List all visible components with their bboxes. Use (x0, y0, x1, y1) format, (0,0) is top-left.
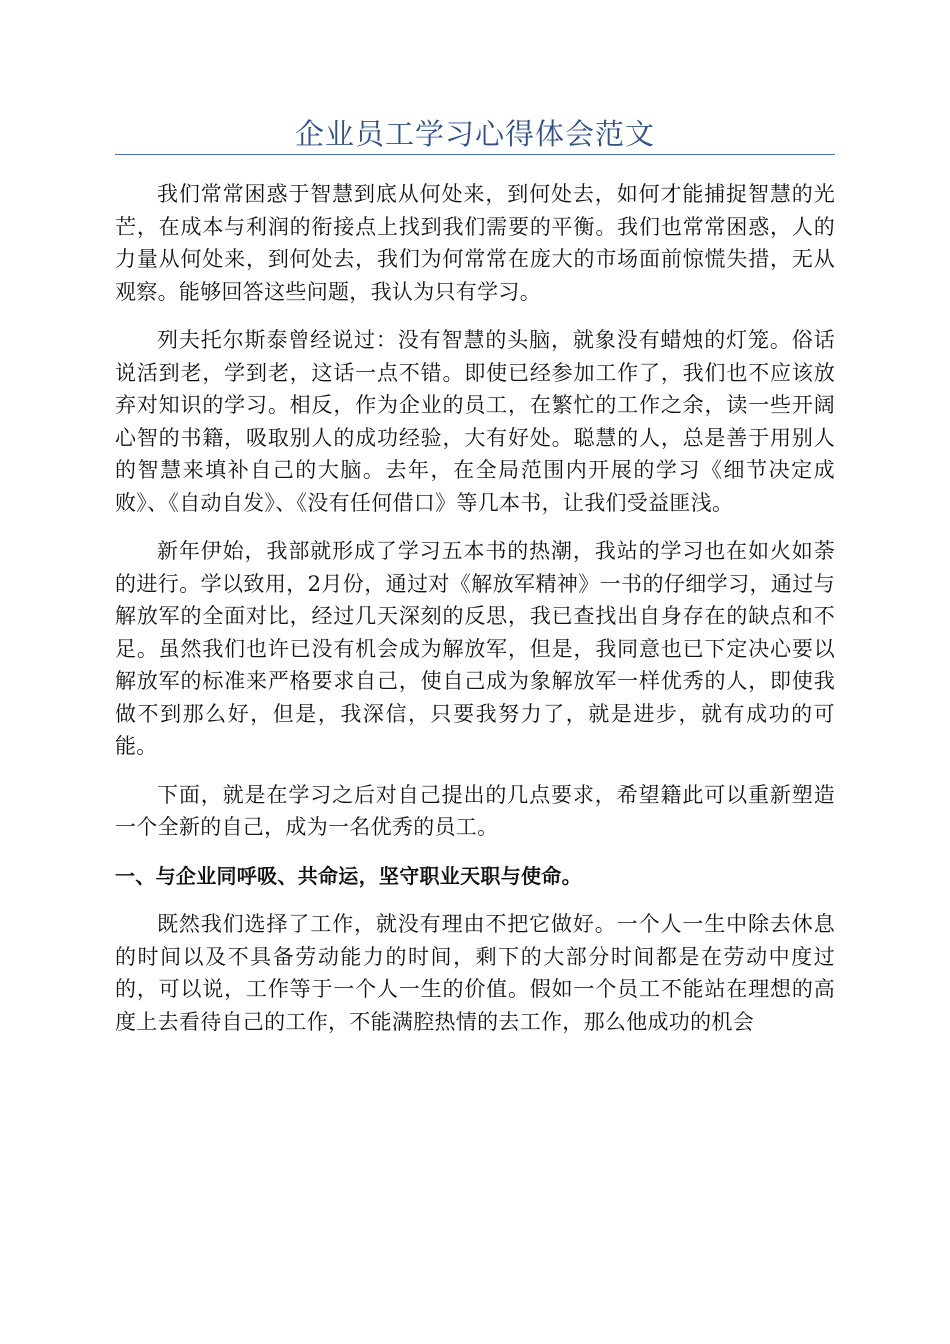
paragraph-4: 下面，就是在学习之后对自己提出的几点要求，希望籍此可以重新塑造一个全新的自己，成为一名优秀的员工。 (115, 782, 835, 839)
paragraph-3: 新年伊始，我部就形成了学习五本书的热潮，我站的学习也在如火如荼的进行。学以致用，2月份，通过对《解放军精神》一书的仔细学习，通过与解放军的全面对比，经过几天深刻的反思，我已查找出自身存在的缺点和不足。虽然我们也许已没有机会成为解放军，但是，我同意也已下定决心要以解放军的标准来严格要求自己，使自己成为象解放军一样优秀的人，即使我做不到那么好，但是，我深信，只要我努力了，就是进步，就有成功的可能。 (115, 539, 835, 758)
document-title: 企业员工学习心得体会范文 (294, 117, 655, 151)
section-heading: 一、与企业同呼吸、共命运，坚守职业天职与使命。 (115, 863, 582, 888)
paragraph-1: 我们常常困惑于智慧到底从何处来，到何处去，如何才能捕捉智慧的光芒，在成本与利润的衔接点上找到我们需要的平衡。我们也常常困惑，人的力量从何处来，到何处去，我们为何常常在庞大的市场面前惊慌失措，无从观察。能够回答这些问题，我认为只有学习。 (115, 182, 835, 304)
paragraph-2: 列夫托尔斯泰曾经说过：没有智慧的头脑，就象没有蜡烛的灯笼。俗话说活到老，学到老，这话一点不错。即使已经参加工作了，我们也不应该放弃对知识的学习。相反，作为企业的员工，在繁忙的工作之余，读一些开阔心智的书籍，吸取别人的成功经验，大有好处。聪慧的人，总是善于用别人的智慧来填补自己的大脑。去年，在全局范围内开展的学习《细节决定成败》、《自动自发》、《没有任何借口》等几本书，让我们受益匪浅。 (115, 328, 835, 515)
section-paragraph-1: 既然我们选择了工作，就没有理由不把它做好。一个人一生中除去休息的时间以及不具备劳动能力的时间，剩下的大部分时间都是在劳动中度过的，可以说，工作等于一个人一生的价值。假如一个员工不能站在理想的高度上去看待自己的工作，不能满腔热情的去工作，那么他成功的机会 (115, 912, 835, 1034)
title-underline (115, 154, 835, 155)
document-body (115, 178, 835, 1054)
